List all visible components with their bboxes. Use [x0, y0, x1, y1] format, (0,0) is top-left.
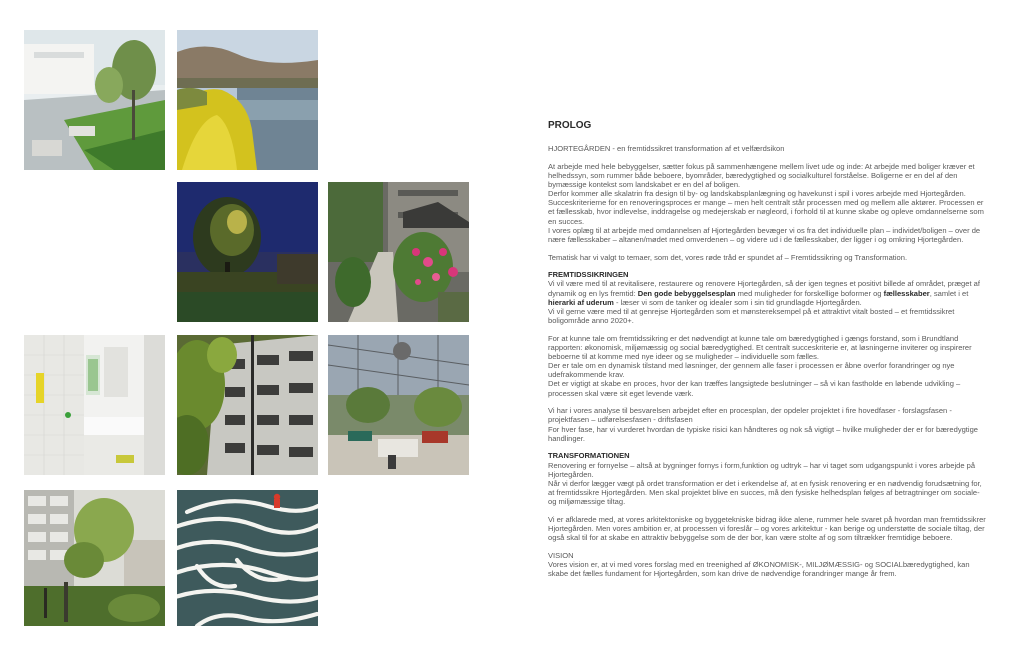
bathroom-photo — [24, 335, 165, 475]
intro-line: I vores oplæg til at arbejde med omdannelsen af Hjortegården bevæger vi os fra det individuelle plan – individet/boligen – over de nære fællesskaber – altanen/mødet med omverdenen – og videre ud i de fællesskaber, der ligger i og omkring Hjortegården. — [548, 225, 981, 244]
intro-line: At arbejde med hele bebyggelser, sætter fokus på sammenhængene mellem livet ude og inde: At arbejde med boliger kræver et helhedssyn, som rummer både beboere, byområder, bæredygtighed og socialkulturel forståelse. Boligerne er en del af den bymæssige kontekst som landskabet er en del af boligen. — [548, 161, 975, 189]
fremtid-bold: hierarki af uderum — [548, 297, 614, 307]
fremtid-line: For hver fase, har vi vurderet hvordan de typiske risici kan håndteres og nok så vigtigt – hvilke muligheder der er for bæredygtige handlinger. — [548, 424, 978, 443]
intro-line: Succeskriterierne for en renoveringsproces er mange – men helt centralt står processen med og mellem alle aktører. Processen er et fællesskab, hvor indlevelse, inddragelse og medejerskab er nøgleord, i forhold til at kunne skabe og opleve omdannelserne som en succes. — [548, 198, 984, 226]
transform-heading: TRANSFORMATIONEN — [548, 451, 630, 461]
prolog-text — [548, 120, 988, 587]
transform-line: Når vi derfor lægger vægt på ordet transformation er det i erkendelse af, at en fysisk renovering er en nødvendig forudsætning for, at fremtidssikre Hjortegården. Men skal projektet blive en succes, må den fysiske helhedsplan følges af betragtninger om sociale- og miljømæssige tiltag. — [548, 478, 982, 507]
page-title: PROLOG — [548, 120, 592, 131]
fremtid-bold: Den gode bebyggelsesplan — [637, 288, 736, 298]
transform-line: Renovering er fornyelse – altså at bygninger fornys i form,funktion og udtryk – har vi taget som udgangspunkt i vores arbejde på Hjortegården. — [548, 460, 976, 479]
night-tree-photo — [177, 182, 318, 322]
flower-path-photo — [328, 182, 469, 322]
fremtid-section — [548, 270, 988, 325]
vision-text: Vores vision er, at vi med vores forslag med en treenighed af ØKONOMISK-, MILJØMÆSSIG- og SOCIALbæredygtighed, kan skabe det fælles fundament for Hjortegården, som kan drive de nødvendige forandringer mange år frem. — [548, 559, 970, 579]
playground-lines-photo — [177, 490, 318, 626]
fremtid-line: For at kunne tale om fremtidssikring er det nødvendigt at kunne tale om bæredygtighed i gængs forstand, som i Brundtland rapporten: økonomisk, miljømæssig og social bæredygtighed. Et centralt succeskriterie er, at løsningerne inviterer og inspirerer beboerne til at komme med nye ideer og se muligheder – individuelle som fælles. — [548, 333, 972, 361]
intro-paragraph — [548, 162, 988, 244]
transform-section — [548, 451, 988, 506]
fremtid-text: - læser vi som de tanker og idealer som i sin tid grundlagde Hjortegården. — [613, 297, 862, 307]
fremtid-line: Vi har i vores analyse til besvarelsen arbejdet efter en procesplan, der opdeler projektet i fire hovedfaser - forslagsfasen - projektfasen – udførelsesfasen - driftsfasen — [548, 406, 952, 425]
vision-section — [548, 551, 988, 578]
vision-heading: VISION — [548, 550, 574, 560]
fremtid-text: Vi vil være med til at revitalisere, restaurere og renovere Hjortegården, så der igen tegnes et positivt billede af området, præget af dynamik og en lys fremtid: — [548, 279, 980, 298]
greenhouse-interior-photo — [328, 335, 469, 475]
fremtid-text: med muligheder for forskellige boformer og — [735, 288, 884, 298]
transform-paragraph: Vi er afklarede med, at vores arkitektoniske og byggetekniske bidrag ikke alene, rummer hele svaret på hvordan man fremtidssikrer Hjortegården. Men vores ambition er, at processen vi foreslår – og vores arkitektur - kan berige og understøtte de sociale tiltag, der også skal til for at skabe en attraktiv bebyggelse som de der bor, kan være stolte af og som tiltrækker fremtidige beboere. — [548, 514, 986, 543]
lake-grass-photo — [177, 30, 318, 170]
fremtid-line: Der er tale om en dynamisk tilstand med løsninger, der gennem alle faser i processen er åbne overfor forandringer og nye udefrakommende krav. — [548, 361, 955, 380]
fremtid-paragraph — [548, 406, 988, 443]
intro-line: Derfor kommer alle skalatrin fra design til by- og landskabsplanlægning og havekunst i spil i vores arbejde med Hjortegården. — [548, 189, 966, 199]
fremtid-bold: fællesskaber — [883, 288, 930, 298]
fremtid-line: Det er vigtigt at skabe en proces, hvor der kan træffes langsigtede beslutninger – så vi kan fastholde en løbende udvikling – processen skal være sit eget levende værk. — [548, 379, 961, 398]
courtyard-garden-photo — [24, 30, 165, 170]
fremtid-paragraph — [548, 334, 988, 398]
fremtid-text: Vi vil gerne være med til at genrejse Hjortegården som et mønstereksempel på et attraktivt vitalt bosted – et fremtidssikret boligområde anno 2020+. — [548, 306, 955, 325]
theme-paragraph: Tematisk har vi valgt to temaer, som det, vores røde tråd er spundet af – Fremtidssikring og Transformation. — [548, 252, 908, 262]
subtitle: HJORTEGÅRDEN - en fremtidssikret transformation af et velfærdsikon — [548, 144, 785, 153]
fremtid-text: , samlet i et — [929, 288, 969, 298]
facade-trees-photo — [24, 490, 165, 626]
balcony-facade-photo — [177, 335, 318, 475]
fremtid-heading: FREMTIDSSIKRINGEN — [548, 270, 629, 280]
